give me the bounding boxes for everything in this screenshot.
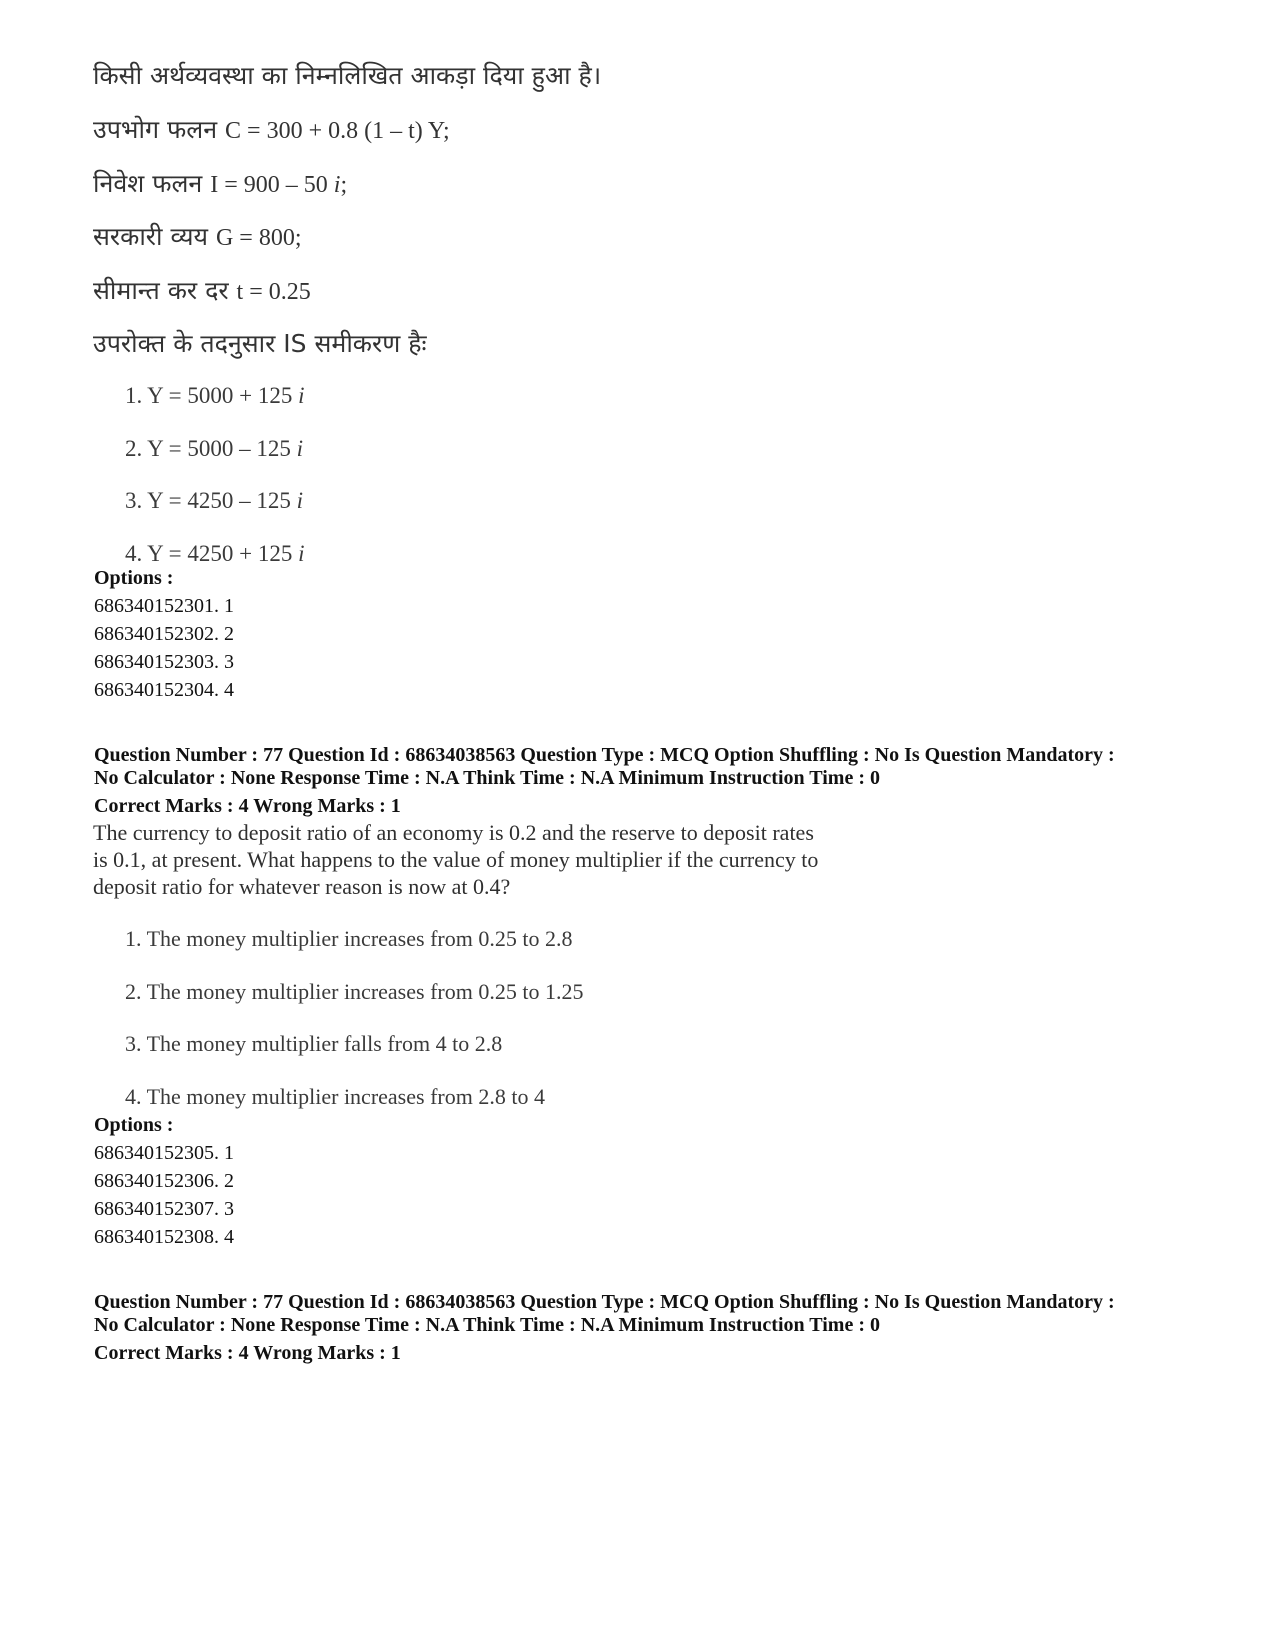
government-expr: G = 800; xyxy=(215,225,302,251)
choice-1 xyxy=(125,383,305,409)
tax-label: सीमान्त कर दर xyxy=(93,276,229,305)
marginal-tax-rate xyxy=(93,273,311,307)
choice-2 xyxy=(125,436,303,462)
choice-3 xyxy=(125,488,303,514)
question-meta-line-1: Question Number : 77 Question Id : 68634038563 Question Type : MCQ Option Shuffling : No Is Question Mandatory : xyxy=(94,1291,1115,1313)
choice-1: 1. The money multiplier increases from 0.25 to 2.8 xyxy=(125,926,573,951)
government-label: सरकारी व्यय xyxy=(93,222,208,251)
tax-expr: t = 0.25 xyxy=(236,279,311,305)
choice-4-text: 4. Y = 4250 + 125 xyxy=(125,541,299,566)
option-row: 686340152302. 2 xyxy=(94,623,234,645)
government-spending xyxy=(93,219,302,253)
question-meta-line-2: No Calculator : None Response Time : N.A Think Time : N.A Minimum Instruction Time : 0 xyxy=(94,767,880,789)
options-label: Options : xyxy=(94,567,174,589)
option-row: 686340152305. 1 xyxy=(94,1142,234,1164)
choice-2-text: 2. Y = 5000 – 125 xyxy=(125,436,297,461)
choice-1-text: 1. Y = 5000 + 125 xyxy=(125,383,299,408)
investment-expr-main: I = 900 – 50 xyxy=(210,172,334,198)
option-row: 686340152303. 3 xyxy=(94,651,234,673)
option-row: 686340152301. 1 xyxy=(94,595,234,617)
option-row: 686340152308. 4 xyxy=(94,1226,234,1248)
choice-4-var: i xyxy=(298,541,305,566)
investment-expr xyxy=(210,172,347,198)
choice-4 xyxy=(125,541,305,567)
question-meta-line-2: No Calculator : None Response Time : N.A Think Time : N.A Minimum Instruction Time : 0 xyxy=(94,1314,880,1336)
question-marks: Correct Marks : 4 Wrong Marks : 1 xyxy=(94,1342,401,1364)
question-marks: Correct Marks : 4 Wrong Marks : 1 xyxy=(94,795,401,817)
option-row: 686340152307. 3 xyxy=(94,1198,234,1220)
question-ask: उपरोक्त के तदनुसार IS समीकरण हैः xyxy=(93,329,427,358)
option-row: 686340152306. 2 xyxy=(94,1170,234,1192)
question-text-line: The currency to deposit ratio of an economy is 0.2 and the reserve to deposit rates xyxy=(93,820,814,845)
choice-4: 4. The money multiplier increases from 2.8 to 4 xyxy=(125,1084,545,1109)
choice-3: 3. The money multiplier falls from 4 to 2.8 xyxy=(125,1031,503,1056)
investment-function xyxy=(93,166,347,200)
consumption-expr: C = 300 + 0.8 (1 – t) Y; xyxy=(225,118,450,144)
investment-label: निवेश फलन xyxy=(93,169,203,198)
consumption-function xyxy=(93,112,450,146)
options-label: Options : xyxy=(94,1114,174,1136)
investment-expr-var: i xyxy=(333,172,341,198)
choice-1-var: i xyxy=(298,383,305,408)
question-meta-line-1: Question Number : 77 Question Id : 68634038563 Question Type : MCQ Option Shuffling : No Is Question Mandatory : xyxy=(94,744,1115,766)
consumption-label: उपभोग फलन xyxy=(93,115,218,144)
option-row: 686340152304. 4 xyxy=(94,679,234,701)
investment-expr-end: ; xyxy=(340,172,348,198)
choice-3-var: i xyxy=(296,488,304,513)
choice-2-var: i xyxy=(296,436,304,461)
question-text-line: deposit ratio for whatever reason is now at 0.4? xyxy=(93,874,511,899)
choice-2: 2. The money multiplier increases from 0.25 to 1.25 xyxy=(125,979,584,1004)
question-intro: किसी अर्थव्यवस्था का निम्नलिखित आकड़ा दिया हुआ है। xyxy=(93,61,602,90)
choice-3-text: 3. Y = 4250 – 125 xyxy=(125,488,297,513)
question-text-line: is 0.1, at present. What happens to the value of money multiplier if the currency to xyxy=(93,847,819,872)
